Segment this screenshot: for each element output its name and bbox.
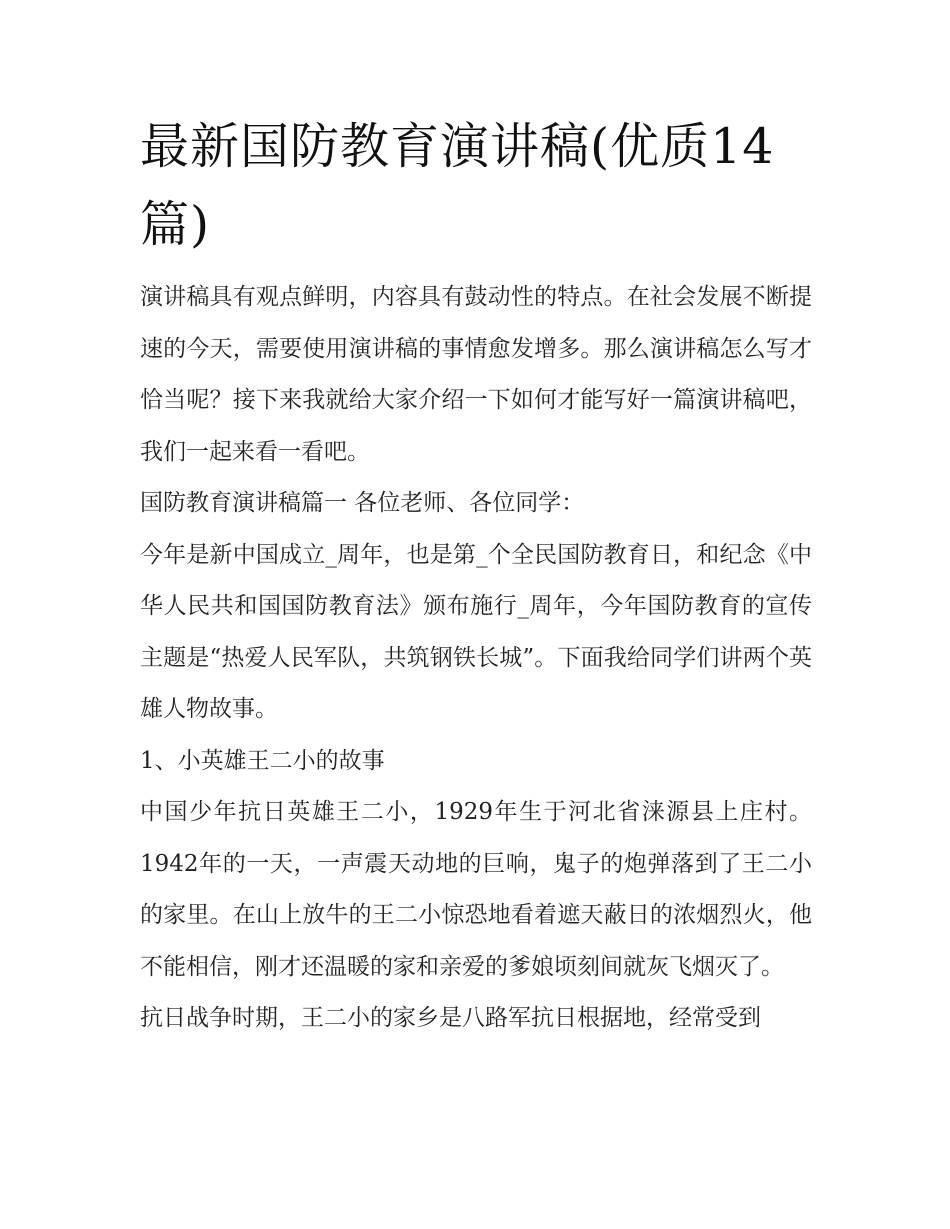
document-body [140, 108, 812, 1045]
story-heading: 1、小英雄王二小的故事 [140, 747, 385, 774]
document-title: 最新国防教育演讲稿(优质14篇) [140, 118, 775, 253]
body-paragraph: 中国少年抗日英雄王二小，1929年生于河北省涞源县上庄村。1942年的一天，一声震天动地的巨响，鬼子的炮弹落到了王二小的家里。在山上放牛的王二小惊恐地看着遮天蔽日的浓烟烈火，他不能相信，刚才还温暖的家和亲爱的爹娘顷刻间就灰飞烟灭了。 [140, 799, 812, 980]
body-paragraph: 抗日战争时期，王二小的家乡是八路军抗日根据地，经常受到 [140, 1005, 761, 1031]
intro-paragraph: 演讲稿具有观点鲜明，内容具有鼓动性的特点。在社会发展不断提速的今天，需要使用演讲稿的事情愈发增多。那么演讲稿怎么写才恰当呢？接下来我就给大家介绍一下如何才能写好一篇演讲稿吧，我们一起来看一看吧。 [140, 284, 812, 465]
body-paragraph: 今年是新中国成立_周年，也是第_个全民国防教育日，和纪念《中华人民共和国国防教育法》颁布施行_周年，今年国防教育的宣传主题是“热爱人民军队，共筑钢铁长城”。下面我给同学们讲两个英雄人物故事。 [140, 541, 812, 722]
section-heading: 国防教育演讲稿篇一 各位老师、各位同学： [140, 490, 585, 516]
